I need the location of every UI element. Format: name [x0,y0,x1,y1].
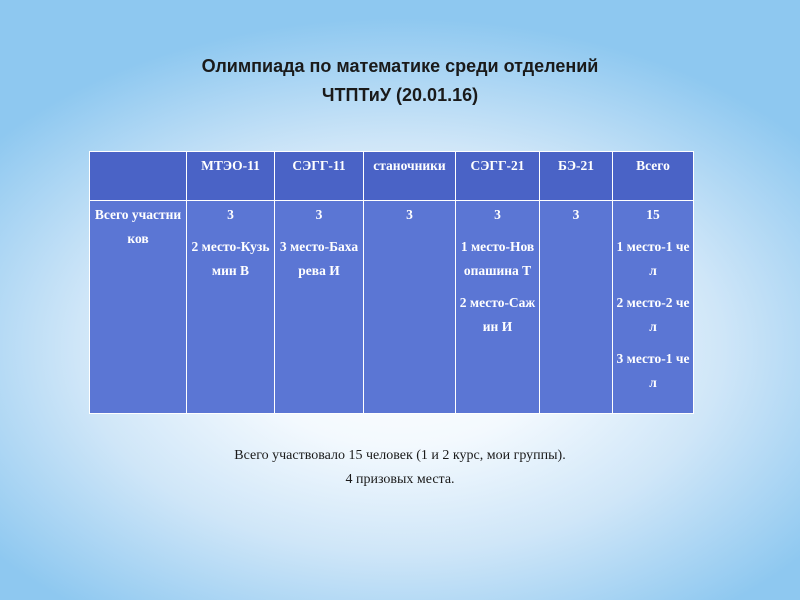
cell-count: 15 [646,207,660,222]
title-line-1: Олимпиада по математике среди отделений [201,56,599,76]
cell-note: 2 место-2 чел [616,295,690,334]
header-stanochniki: станочники [364,152,456,201]
header-be-21: БЭ-21 [540,152,613,201]
cell-count: 3 [315,207,323,222]
cell-count: 3 [227,207,234,222]
header-total: Всего [613,152,694,201]
slide-title [100,52,700,110]
cell-segg-11 [275,201,364,414]
title-line-2: ЧТПТиУ (20.01.16) [321,85,479,105]
header-mteo-11: МТЭО-11 [187,152,275,201]
cell-note: 1 место-1 чел [616,239,690,278]
table-row [90,201,694,414]
table-header-row [90,152,694,201]
cell-count: 3 [494,207,501,222]
cell-note: 2 место-Кузьмин В [191,239,270,278]
cell-count: 3 [572,207,580,222]
cell-note: 1 место-Новопашина Т [460,239,535,278]
cell-segg-21 [456,201,540,414]
header-segg-11: СЭГГ-11 [275,152,364,201]
cell-note: 2 место-Сажин И [459,295,536,334]
cell-stanochniki [364,201,456,414]
cell-mteo-11 [187,201,275,414]
cell-count: 3 [406,207,413,222]
summary-line-1: Всего участвовало 15 человек (1 и 2 курс, мои группы). [234,448,566,463]
header-corner [90,152,187,201]
row-label: Всего участников [90,201,187,414]
summary-text [100,444,700,492]
cell-total [613,201,694,414]
results-table [89,151,694,414]
cell-note: 3 место-Бахарева И [279,239,359,278]
header-segg-21: СЭГГ-21 [456,152,540,201]
summary-line-2: 4 призовых места. [345,472,455,487]
cell-note: 3 место-1 чел [616,351,690,390]
cell-be-21 [540,201,613,414]
